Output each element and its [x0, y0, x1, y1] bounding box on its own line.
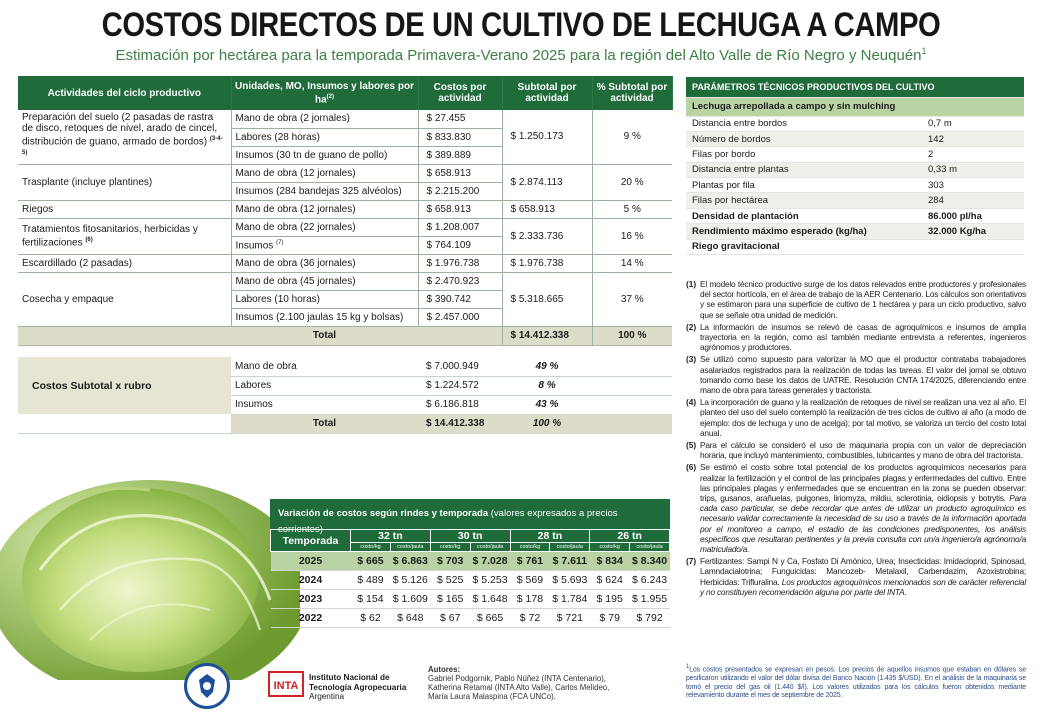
footnote: $^1$Los costos presentados se expresan en pesos. Los precios de aquellos insumos que estaban en dólares se pesificaron utilizando el valor del dólar divisa del Banco Nación (1.435 $/USD). En el análisis de la maquinaria se tomó el precio del gas oil (1.440 $/l). Los valores utilizados para los cálculos fueron obtenidos mediante relevamiento durante el mes de septiembre de 2025. [686, 664, 1026, 700]
variation-year: 2025 [271, 552, 351, 571]
variation-value: $ 624 [590, 571, 630, 590]
note-item: (5) Para el cálculo se consideró el uso de maquinaria propia con un valor de depreciación horaria, que incluyó mantenimiento, combustibles, lubricantes y mano de obra del tractorista. [686, 440, 1026, 461]
svg-text:INTA: INTA [273, 680, 299, 692]
cost-cell: $ 390.742 [418, 290, 502, 308]
variation-value: $ 8.340 [630, 552, 670, 571]
rubro-name: Insumos [231, 395, 418, 414]
param-value: 2 [876, 147, 1024, 162]
unit-jaula: costo/jaula [550, 543, 590, 552]
params-table [686, 77, 1024, 255]
variation-value: $ 195 [590, 590, 630, 609]
page-subtitle: Estimación por hectárea para la temporada Primavera-Verano 2025 para la región del Alto Valle de Río Negro y Neuquén$^1$ [115, 46, 927, 64]
rubro-cost: $ 1.224.572 [418, 376, 502, 395]
variation-row [271, 552, 670, 571]
variation-value: $ 72 [510, 609, 550, 628]
param-row [686, 193, 1024, 208]
unit-cell: Mano de obra (2 jornales) [231, 110, 418, 128]
university-seal-icon [184, 663, 230, 709]
param-row [686, 224, 1024, 239]
table-row [18, 110, 672, 128]
variation-table [270, 529, 670, 628]
unit-cell: Mano de obra (22 jornales) [231, 218, 418, 236]
subtotal-cell: $ 1.250.173 [502, 110, 592, 164]
param-label: Distancia entre bordos [686, 116, 876, 131]
rubro-total-label: Total [231, 414, 418, 433]
unit-kg: costo/kg [430, 543, 470, 552]
variation-value: $ 79 [590, 609, 630, 628]
param-row [686, 208, 1024, 223]
variation-value: $ 569 [510, 571, 550, 590]
variation-value: $ 5.693 [550, 571, 590, 590]
total-pct: 100 % [592, 326, 672, 345]
variation-title: Variación de costos según rindes y temporada (valores expresados a precios corrientes) [270, 499, 670, 529]
rubro-pct: 43 % [502, 395, 592, 414]
unit-cell: Insumos (284 bandejas 325 alvéolos) [231, 182, 418, 200]
variation-row [271, 590, 670, 609]
variation-value: $ 165 [430, 590, 470, 609]
page-title: COSTOS DIRECTOS DE UN CULTIVO DE LECHUGA A CAMPO [101, 6, 941, 44]
cost-cell: $ 2.470.923 [418, 272, 502, 290]
rubro-table [18, 357, 672, 434]
param-value: 0,7 m [876, 116, 1024, 131]
table-row [18, 200, 672, 218]
total-value: $ 14.412.338 [502, 326, 592, 345]
unit-cell: Mano de obra (45 jornales) [231, 272, 418, 290]
rubro-name: Labores [231, 376, 418, 395]
table-row [18, 218, 672, 236]
rubro-total-row [18, 414, 672, 433]
variation-value: $ 5.126 [390, 571, 430, 590]
variation-value: $ 761 [510, 552, 550, 571]
variation-yield-header: 30 tn [430, 530, 510, 543]
subtotal-cell: $ 2.333.736 [502, 218, 592, 254]
variation-yield-header: 32 tn [351, 530, 431, 543]
variation-value: $ 6.243 [630, 571, 670, 590]
cost-cell: $ 2.215.200 [418, 182, 502, 200]
variation-value: $ 1.955 [630, 590, 670, 609]
param-label: Riego gravitacional [686, 239, 876, 254]
variation-value: $ 834 [590, 552, 630, 571]
subtotal-cell: $ 1.976.738 [502, 254, 592, 272]
note-item: (1) El modelo técnico productivo surge de los datos relevados entre productores y profesionales del sector hortícola, en el área de trabajo de la AER Centenario. Los cálculos son orientativos y se estimaron para una superficie de cultivo de 1 hectárea y para un ciclo productivo, salvo que se señale otra unidad de medición. [686, 279, 1026, 320]
param-value: 0,33 m [876, 162, 1024, 177]
variation-season-header: Temporada [271, 530, 351, 552]
param-value: 32.000 Kg/ha [876, 224, 1024, 239]
unit-cell: Labores (28 horas) [231, 128, 418, 146]
subtotal-cell: $ 5.318.665 [502, 272, 592, 326]
inta-name: Instituto Nacional de Tecnología Agropecuaria Argentina [309, 673, 407, 701]
pct-cell: 5 % [592, 200, 672, 218]
param-row [686, 147, 1024, 162]
cost-cell: $ 833.830 [418, 128, 502, 146]
rubro-cost: $ 6.186.818 [418, 395, 502, 414]
note-item: (7) Fertilizantes: Sampi N y Ca, Fosfato Di Amónico, Urea; Insecticidas: Imidacloprid, Spinosad, Lamndacialotrina; Funguicidas: Mancozeb- Metalaxil, Carbendazim, Azoxistrobina; Herbicidas: Trifluralina. Los productos agroquímicos mencionados son de carácter referencial y no constituyen recomendación alguna por parte del INTA. [686, 556, 1026, 597]
variation-yield-header: 26 tn [590, 530, 670, 543]
note-item: (6) Se estimó el costo sobre total potencial de los productos agroquímicos necesarios para realizar la fertilización y el control de las principales plagas y enfermedades del cultivo. Entre las principales plagas y enfermedades que se encuentran en la zona se pueden observar: trips, gusanos, arañuelas, pulgones, liriomyza, mildiu, sclerotinia, oidiopsis y botrytis. Para cada caso particular, se debe recordar que antes de utilizar un producto agroquímico es necesario validar correctamente la necesidad de su uso a través de la información aportada por el monitoreo a campo, el estadio de las condiciones predisponentes, los análisis específicos que resultaran pertinentes y la previa consulta con un/a ingeniero/a agrónomo/a matriculado/a. [686, 462, 1026, 555]
unit-cell: Insumos $^{(7)}$ [231, 236, 418, 254]
cost-cell: $ 1.976.738 [418, 254, 502, 272]
param-value: 303 [876, 178, 1024, 193]
pct-cell: 14 % [592, 254, 672, 272]
param-value: 142 [876, 131, 1024, 146]
table-row [18, 254, 672, 272]
total-row [18, 326, 672, 345]
variation-value: $ 178 [510, 590, 550, 609]
param-label: Densidad de plantación [686, 208, 876, 223]
header-pct: % Subtotal por actividad [592, 76, 672, 110]
activity-name: Trasplante (incluye plantines) [18, 164, 231, 200]
variation-value: $ 1.609 [390, 590, 430, 609]
activity-name: Preparación del suelo (2 pasadas de rastra de disco, retoques de nivel, arado de cincel, distribución de guano, armado de bordos) $^{(3-4-5)}$ [18, 110, 231, 164]
unit-cell: Insumos (2.100 jaulas 15 kg y bolsas) [231, 308, 418, 326]
cost-cell: $ 389.889 [418, 146, 502, 164]
activity-name: Escardillado (2 pasadas) [18, 254, 231, 272]
inta-logo-icon [268, 671, 304, 697]
variation-year: 2022 [271, 609, 351, 628]
param-label: Rendimiento máximo esperado (kg/ha) [686, 224, 876, 239]
rubro-row [18, 357, 672, 376]
pct-cell: 37 % [592, 272, 672, 326]
variation-value: $ 6.863 [390, 552, 430, 571]
param-label: Distancia entre plantas [686, 162, 876, 177]
variation-value: $ 7.028 [470, 552, 510, 571]
notes [686, 279, 1026, 599]
params-subheader: Lechuga arrepollada a campo y sin mulching [686, 97, 1024, 116]
variation-year: 2023 [271, 590, 351, 609]
param-label: Plantas por fila [686, 178, 876, 193]
params-header: PARÁMETROS TÉCNICOS PRODUCTIVOS DEL CULTIVO [686, 77, 1024, 97]
param-row [686, 116, 1024, 131]
param-value: 284 [876, 193, 1024, 208]
cost-cell: $ 764.109 [418, 236, 502, 254]
activity-name: Tratamientos fitosanitarios, herbicidas y fertilizaciones $^{(6)}$ [18, 218, 231, 254]
param-row [686, 131, 1024, 146]
note-item: (3) Se utilizó como supuesto para valorizar la MO que el productor contrataba trabajadores asalariados registrados para la realización de todas las tareas. El valor del jornal se obtuvo tomando como base los datos de UATRE. Resolución CNTA 174/2025, diferenciando entre mano de obra para tareas generales y tractorista. [686, 354, 1026, 396]
variation-value: $ 703 [430, 552, 470, 571]
total-label: Total [231, 326, 418, 345]
unit-kg: costo/kg [351, 543, 391, 552]
note-item: (4) La incorporación de guano y la realización de retoques de nivel se realizan una vez al año. El planteo del uso del suelo contempló la realización de tres ciclos de cultivo al año (a modo de ejemplo: dos de lechuga y uno de acelga); por tal motivo, se valoriza un tercio del costo total anual. [686, 397, 1026, 438]
variation-value: $ 154 [351, 590, 391, 609]
rubro-total-pct: 100 % [502, 414, 592, 433]
cost-cell: $ 658.913 [418, 200, 502, 218]
variation-value: $ 525 [430, 571, 470, 590]
pct-cell: 16 % [592, 218, 672, 254]
variation-value: $ 5.253 [470, 571, 510, 590]
variation-value: $ 1.648 [470, 590, 510, 609]
variation-value: $ 648 [390, 609, 430, 628]
variation-value: $ 665 [351, 552, 391, 571]
variation-value: $ 7.611 [550, 552, 590, 571]
variation-value: $ 721 [550, 609, 590, 628]
cost-table [18, 76, 673, 346]
variation-row [271, 609, 670, 628]
subtotal-cell: $ 2.874.113 [502, 164, 592, 200]
pct-cell: 9 % [592, 110, 672, 164]
unit-jaula: costo/jaula [630, 543, 670, 552]
table-row [18, 164, 672, 182]
param-value: 86.000 pl/ha [876, 208, 1024, 223]
unit-kg: costo/kg [590, 543, 630, 552]
variation-value: $ 62 [351, 609, 391, 628]
unit-cell: Insumos (30 tn de guano de pollo) [231, 146, 418, 164]
variation-value: $ 792 [630, 609, 670, 628]
cost-cell: $ 658.913 [418, 164, 502, 182]
lettuce-image [0, 440, 300, 680]
activity-name: Riegos [18, 200, 231, 218]
param-row [686, 178, 1024, 193]
param-row [686, 239, 1024, 254]
rubro-name: Mano de obra [231, 357, 418, 376]
unit-jaula: costo/jaula [470, 543, 510, 552]
unit-kg: costo/kg [510, 543, 550, 552]
header-units: Unidades, MO, Insumos y labores por $ha^{(2)}$ [231, 76, 418, 110]
variation-row [271, 571, 670, 590]
header-activity: Actividades del ciclo productivo [18, 76, 231, 110]
variation-value: $ 489 [351, 571, 391, 590]
param-value [876, 239, 1024, 254]
activity-name: Cosecha y empaque [18, 272, 231, 326]
cost-cell: $ 1.208.007 [418, 218, 502, 236]
cost-cell: $ 2.457.000 [418, 308, 502, 326]
unit-cell: Mano de obra (36 jornales) [231, 254, 418, 272]
variation-box [270, 499, 670, 628]
rubro-total-value: $ 14.412.338 [418, 414, 502, 433]
table-row [18, 272, 672, 290]
unit-cell: Mano de obra (12 jornales) [231, 164, 418, 182]
subtotal-cell: $ 658.913 [502, 200, 592, 218]
rubro-pct: 49 % [502, 357, 592, 376]
pct-cell: 20 % [592, 164, 672, 200]
unit-cell: Mano de obra (12 jornales) [231, 200, 418, 218]
rubro-pct: 8 % [502, 376, 592, 395]
param-row [686, 162, 1024, 177]
param-label: Filas por hectárea [686, 193, 876, 208]
variation-value: $ 1.784 [550, 590, 590, 609]
header-subtotal: Subtotal por actividad [502, 76, 592, 110]
variation-yield-header: 28 tn [510, 530, 590, 543]
header-cost: Costos por actividad [418, 76, 502, 110]
note-item: (2) La información de insumos se relevó de casas de agroquímicos e insumos de amplia trayectoria en la región, como así también mediante entrevista a referentes, ingenieros agrónomos y productores. [686, 321, 1026, 353]
variation-value: $ 665 [470, 609, 510, 628]
rubro-cost: $ 7.000.949 [418, 357, 502, 376]
authors: Autores: Gabriel Podgornik, Pablo Núñez (INTA Centenario), Katherina Retamal (INTA Alto Valle), Carlos Melideo, María Laura Malaspina (FCA UNCo). [428, 665, 610, 701]
param-label: Filas por bordo [686, 147, 876, 162]
variation-year: 2024 [271, 571, 351, 590]
cost-cell: $ 27.455 [418, 110, 502, 128]
unit-cell: Labores (10 horas) [231, 290, 418, 308]
param-label: Número de bordos [686, 131, 876, 146]
rubro-label: Costos Subtotal x rubro [18, 357, 231, 414]
variation-value: $ 67 [430, 609, 470, 628]
unit-jaula: costo/jaula [390, 543, 430, 552]
